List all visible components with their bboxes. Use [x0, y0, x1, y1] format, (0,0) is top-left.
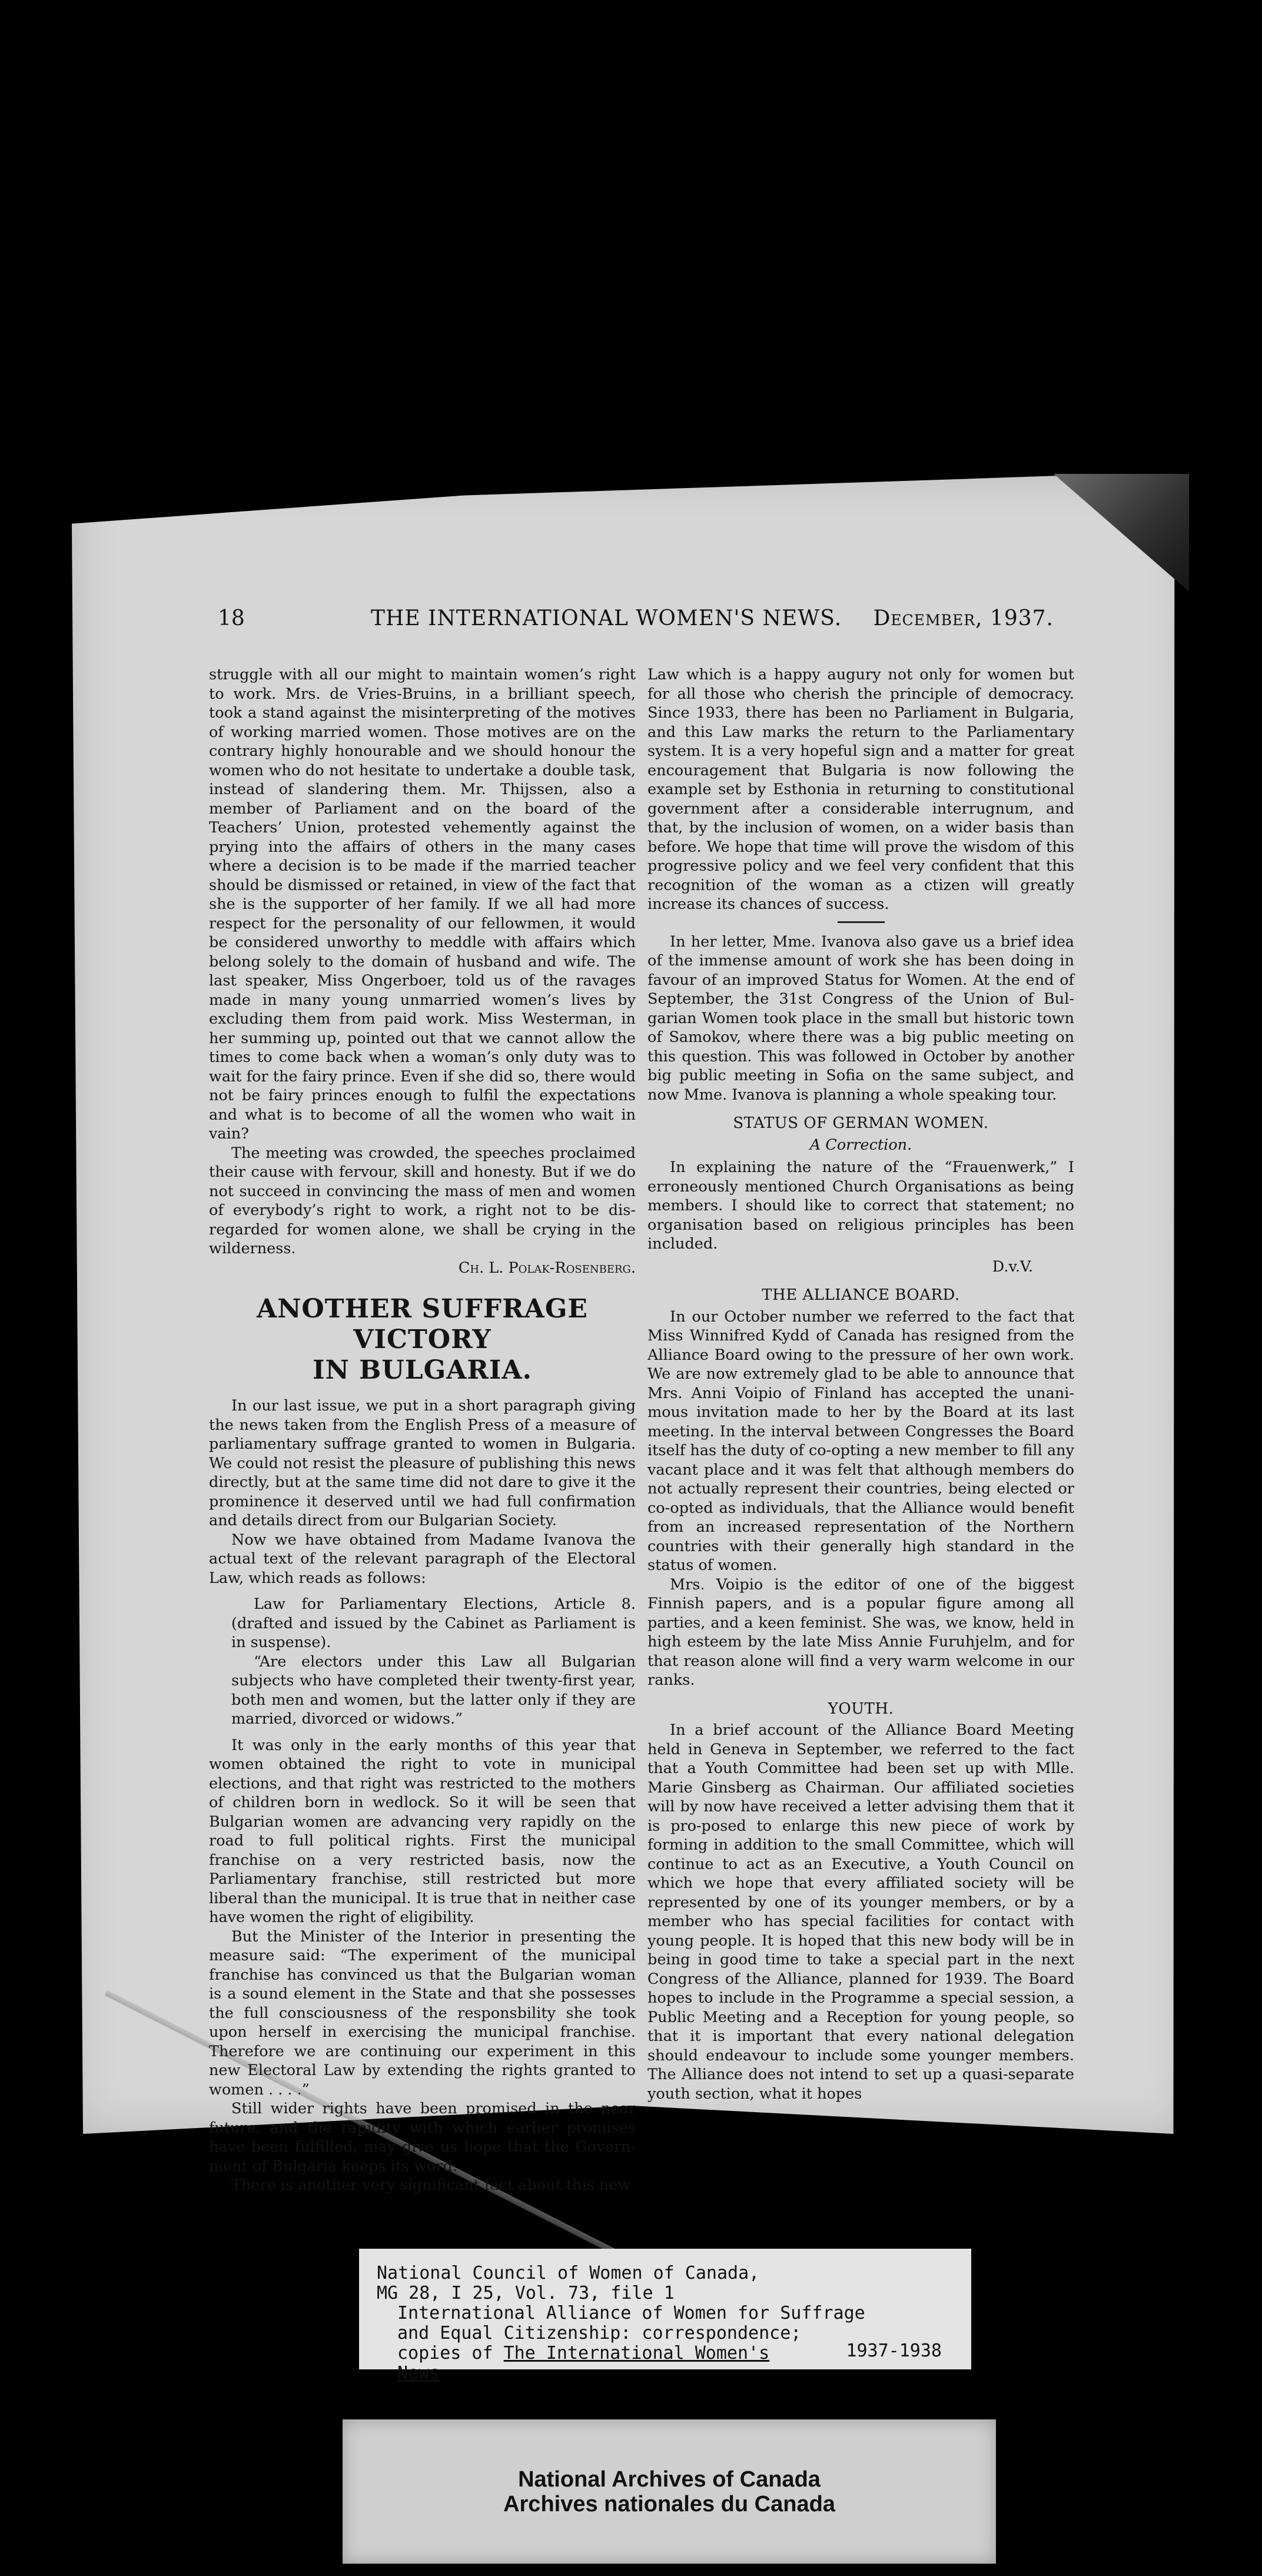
heading-line: IN BULGARIA.: [313, 1355, 532, 1385]
paragraph: The meeting was crowded, the speeches proclaimed their cause with fervour, skill and honesty. But if we do not succeed in convincing the mass of men and women of everybody’s right to work, a right not to be dis-regarded for women alone, we shall be crying in the wilderness.: [209, 1144, 636, 1257]
archive-stamp: [343, 2419, 996, 2564]
paragraph: Still wider rights have been promised in the near future, and the rapidity with which earlier promises have been fulfilled, may give us hope that the Govern-ment of Bulgaria keeps its word.: [209, 2100, 636, 2175]
left-column: [209, 665, 636, 2195]
section-heading: YOUTH.: [828, 1699, 894, 1718]
archive-name-french: Archives nationales du Canada: [503, 2491, 835, 2517]
page-header: [218, 606, 1054, 642]
publication-title: THE INTERNATIONAL WOMEN'S NEWS.: [371, 606, 842, 630]
paragraph: In our October number we referred to the fact that Miss Winnifred Kydd of Canada has resigned from the Alliance Board owing to the pressure of her own work. We are now extremely glad to be able to announce that Mrs. Anni Voipio of Finland has accepted the unani-mous invitation made to her by the Board at its last meeting. In the interval between Congresses the Board itself has the duty of co-opting a new member to fill any vacant place and it was felt that although members do not actually represent their countries, being elected or co-opted as individuals, that the Alliance would benefit from an increased representation of the Northern countries with their generally high standard in the status of women.: [647, 1307, 1074, 1574]
paragraph: In her letter, Mme. Ivanova also gave us a brief idea of the immense amount of work she has been doing in favour of an improved Status for Women. At the end of September, the 31st Congress of the Union of Bul-garian Women took place in the small but historic town of Samokov, where there was a big public meeting on this question. This was followed in October by another big public meeting in Sofia on the same subject, and now Mme. Ivanova is planning a whole speaking tour.: [647, 932, 1074, 1104]
archive-reference-label: [359, 2249, 971, 2384]
paragraph: In a brief account of the Alliance Board Meeting held in Geneva in September, we referred to the fact that a Youth Committee had been set up with Mlle. Marie Ginsberg as Chairman. Our affiliated societies will by now have received a letter advising them that it is pro-posed to enlarge this new piece of work by forming in addition to the small Committee, which will continue to act as an Executive, a Youth Council on which we hope that every affiliated society will be represented by one of its younger members, or by a member who has special facilities for contact with young people. It is hoped that this new body will be in being in good time to take a special part in the next Congress of the Alliance, planned for 1939. The Board hopes to include in the Programme a special session, a Public Meeting and a Reception for young people, so that it is important that every national delegation should endeavour to include some younger members. The Alliance does not intend to set up a quasi-separate youth section, what it hopes: [647, 1721, 1074, 2103]
section-subheading: A Correction.: [809, 1136, 912, 1154]
label-title: The International Women's: [503, 2343, 770, 2363]
law-citation: Law for Parliamentary Elections, Article 8. (drafted and issued by the Cabinet as Parliament is in suspense).: [231, 1595, 636, 1651]
section-heading: STATUS OF GERMAN WOMEN.: [733, 1114, 989, 1132]
author-signature: Ch. L. Polak-Rosenberg.: [458, 1259, 636, 1277]
paragraph: Mrs. Voipio is the editor of one of the biggest Finnish papers, and is a popular figure among all parties, and a keen feminist. She was, we know, held in high esteem by the late Miss Annie Furuhjelm, and for that reason alone will find a very warm welcome in our ranks.: [647, 1575, 1074, 1689]
label-line: National Council of Women of Canada,: [377, 2263, 760, 2283]
paragraph: In our last issue, we put in a short paragraph giving the news taken from the English Press of a measure of parliamentary suffrage granted to women in Bulgaria. We could not resist the pleasure of publishing this news directly, but at the same time did not dare to give it the prominence it deserved until we had full confirmation and details direct from our Bulgarian Society.: [209, 1397, 636, 1529]
issue-date: December, 1937.: [873, 606, 1054, 630]
paragraph: In explaining the nature of the “Frauenwerk,” I erroneously mentioned Church Organisations as being members. I should like to correct that statement; no organisation based on religious principles has been included.: [647, 1158, 1074, 1253]
paragraph: Law which is a happy augury not only for women but for all those who cherish the principle of democracy. Since 1933, there has been no Parliament in Bulgaria, and this Law marks the return to the Parliamentary system. It is a very hopeful sign and a matter for great encouragement that Bulgaria is now following the example set by Esthonia in returning to constitutional government after a considerable interrugnum, and that, by the inclusion of women, on a wider basis than before. We hope that time will prove the wisdom of this progressive policy and we feel very confident that this recognition of the woman as a ctizen will greatly increase its chances of success.: [647, 666, 1074, 913]
heading-line: ANOTHER SUFFRAGE VICTORY: [257, 1294, 588, 1355]
label-line: International Alliance of Women for Suffrage: [397, 2303, 865, 2323]
paragraph: It was only in the early months of this year that women obtained the right to vote in municipal elections, and that right was restricted to the mothers of children born in wedlock. So it will be seen that Bulgarian women are advancing very rapidly on the road to full political rights. First the municipal franchise on a very restricted basis, now the Parliamentary franchise, still restricted but more liberal than the municipal. It is true that in neither case have women the right of eligibility.: [209, 1736, 636, 1926]
section-heading: THE ALLIANCE BOARD.: [762, 1286, 960, 1304]
law-quote: “Are electors under this Law all Bulgarian subjects who have completed their twenty-first year, both men and women, but the latter only if they are married, divorced or widows.”: [231, 1652, 636, 1728]
paragraph: There is another very significant fact about this new: [231, 2176, 631, 2194]
label-line: [359, 2363, 971, 2384]
paragraph: But the Minister of the Interior in presenting the measure said: “The experiment of the municipal franchise has convinced us that the Bulgarian woman is a sound element in the State and that she possesses the full consciousness of the responsbility she took upon herself in exercising the municipal franchise. Therefore we are continuing our experiment in this new Electoral Law by extending the rights granted to women . . . .”: [209, 1927, 636, 2099]
right-column: [647, 665, 1074, 2103]
paragraph: struggle with all our might to maintain women’s right to work. Mrs. de Vries-Bruins, in a brilliant speech, took a stand against the misinterpreting of the motives of working married women. Those motives are on the contrary highly honourable and we should honour the women who do not hesitate to undertake a double task, instead of slandering them. Mr. Thijssen, also a member of Parliament and on the board of the Teachers’ Union, protested vehemently against the prying into the affairs of others in the many cases where a decision is to be made if the married teacher should be dismissed or retained, in view of the fact that she is the supporter of her family. If we all had more respect for the personality of our fellowmen, it would be considered unworthy to meddle with affairs which belong solely to the domain of husband and wife. The last speaker, Miss Ongerboer, told us of the ravages made in many young unmarried women’s lives by excluding them from paid work. Miss Westerman, in her summing up, pointed out that we cannot allow the times to come back when a woman’s only duty was to wait for the fairy prince. Even if she did so, there would not be fairy princes enough to fulfil the expectations and what is to become of all the women who wait in vain?: [209, 666, 636, 1143]
label-line: and Equal Citizenship: correspondence;: [397, 2323, 802, 2343]
label-years: 1937-1938: [846, 2341, 942, 2361]
archive-name-english: National Archives of Canada: [518, 2467, 821, 2492]
label-text: copies of: [397, 2343, 504, 2363]
author-initials: D.v.V.: [992, 1257, 1033, 1276]
label-title: News: [397, 2363, 440, 2384]
page-number: 18: [218, 606, 245, 630]
paragraph: Now we have obtained from Madame Ivanova the actual text of the relevant paragraph of the Electoral Law, which reads as follows:: [209, 1531, 636, 1587]
article-heading: [209, 1294, 636, 1386]
section-divider: [838, 921, 885, 923]
label-line: MG 28, I 25, Vol. 73, file 1: [377, 2283, 675, 2303]
